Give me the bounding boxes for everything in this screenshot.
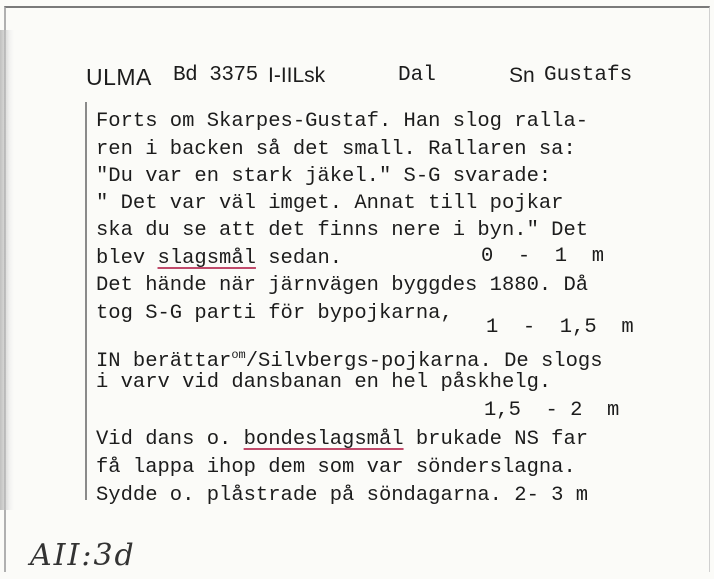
line10-post: /Silvbergs-pojkarna. De slogs <box>245 350 603 373</box>
text-line-1: Forts om Skarpes-Gustaf. Han slog ralla- <box>96 110 589 133</box>
line6-post: sedan. <box>255 247 343 270</box>
scan-edge-shadow <box>0 30 14 510</box>
measure-1: 0 - 1 m <box>481 245 605 268</box>
line6-pre: blev <box>96 247 158 270</box>
text-line-5: ska du se att det finns nere i byn." Det <box>96 219 589 242</box>
text-line-3: "Du var en stark jäkel." S-G svarade: <box>96 165 552 188</box>
parish-label: Sn <box>509 64 535 87</box>
text-line-6 <box>96 247 342 271</box>
line13-pre: Vid dans o. <box>96 428 244 451</box>
line10-superscript: om <box>231 348 246 362</box>
measure-3: 1,5 - 2 m <box>484 399 620 422</box>
region-name: Dal <box>398 64 436 87</box>
text-line-13 <box>96 428 588 452</box>
text-line-7: Det hände när järnvägen byggdes 1880. Då <box>96 274 589 297</box>
category-code: I-IILsk <box>268 64 326 87</box>
record-reference: Bd 3375 <box>173 64 258 87</box>
text-line-4: " Det var väl imget. Annat till pojkar <box>96 192 564 215</box>
text-line-8: tog S-G parti för bypojkarna, <box>96 302 453 325</box>
text-line-11: i varv vid dansbanan en hel påskhelg. <box>96 371 552 394</box>
text-line-10 <box>96 343 603 374</box>
measure-2: 1 - 1,5 m <box>486 316 634 339</box>
text-line-15: Sydde o. plåstrade på söndagarna. 2- 3 m <box>96 484 589 507</box>
underlined-term-bondeslagsmal: bondeslagsmål <box>243 428 404 451</box>
text-line-2: ren i backen så det small. Rallaren sa: <box>96 138 576 161</box>
text-line-14: få lappa ihop dem som var sönderslagna. <box>96 456 576 479</box>
parish-name: Gustafs <box>544 64 633 87</box>
margin-rule <box>85 102 87 500</box>
handwritten-code: AII:3d <box>30 538 136 573</box>
line10-pre: IN berättar <box>96 350 232 373</box>
archive-name: ULMA <box>86 64 152 90</box>
line13-post: brukade NS far <box>403 428 589 451</box>
underlined-term-slagsmal: slagsmål <box>157 247 256 270</box>
